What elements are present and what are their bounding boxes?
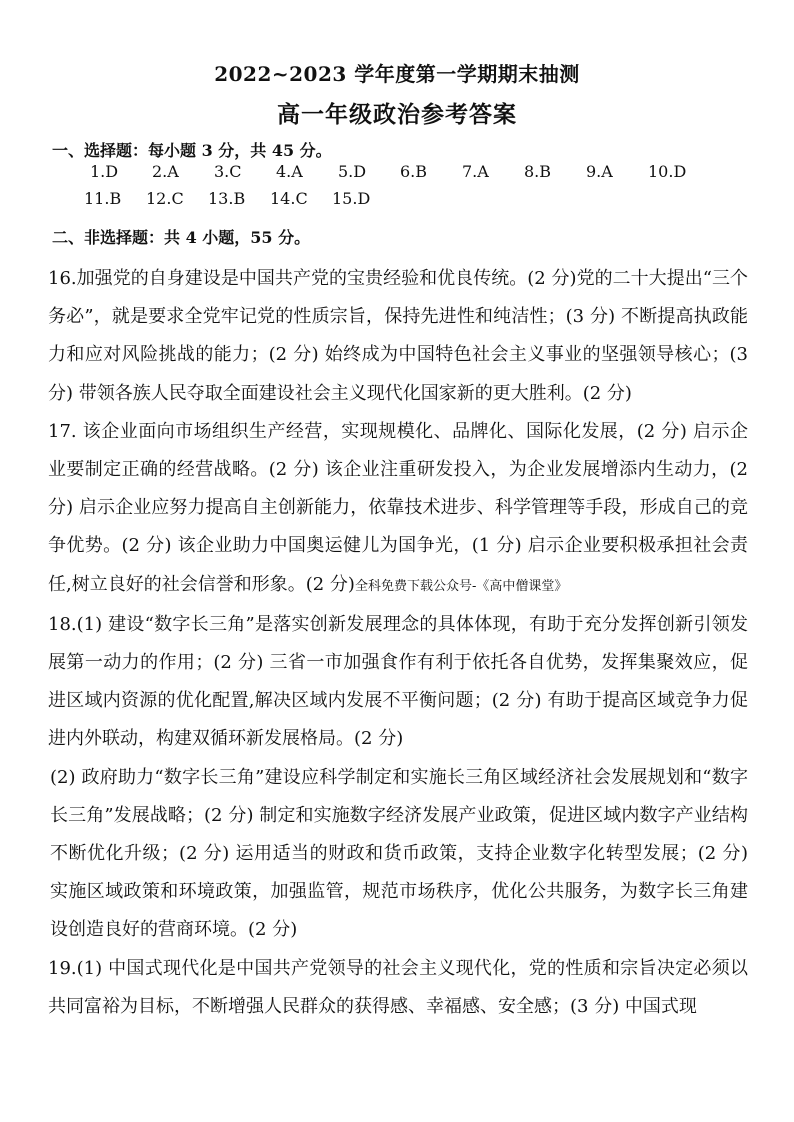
answer-item: 12.C (146, 189, 184, 208)
answer-item: 10.D (648, 162, 687, 181)
q16-answer: 16.加强党的自身建设是中国共产党的宝贵经验和优良传统。(2 分)党的二十大提出“三个务必”，就是要求全党牢记党的性质宗旨，保持先进性和纯洁性；(3 分) 不断提高执政能力和应对风险挑战的能力；(2 分) 始终成为中国特色社会主义事业的坚强领导核心；(3 分) 带领各族人民夺取全面建设社会主义现代化国家新的更大胜利。(2 分) (48, 268, 748, 404)
answer-item: 13.B (208, 189, 246, 208)
answer-item: 5.D (338, 162, 367, 181)
answer-item: 15.D (332, 189, 371, 208)
exam-title: 2022~2023 学年度第一学期期末抽测 (214, 62, 580, 86)
answer-item: 11.B (84, 189, 122, 208)
essay-answers (48, 260, 748, 1026)
answers-row-1 (90, 162, 770, 181)
answer-item: 6.B (400, 162, 428, 181)
q18-part1-answer: 18.(1) 建设“数字长三角”是落实创新发展理念的具体体现，有助于充分发挥创新引领发展第一动力的作用；(2 分) 三省一市加强食作有利于依托各自优势，发挥集聚效应，促进区域内资源的优化配置,解决区域内发展不平衡问题；(2 分) 有助于提高区域竞争力促进内外联动，构建双循环新发展格局。(2 分) (48, 613, 748, 750)
section-multiple-choice-heading: 一、选择题：每小题 3 分，共 45 分。 (52, 141, 332, 160)
answer-item: 9.A (586, 162, 613, 181)
answer-item: 14.C (270, 189, 308, 208)
q17-answer (48, 413, 748, 606)
q17-answer-text: 17. 该企业面向市场组织生产经营，实现规模化、品牌化、国际化发展，(2 分) 启示企业要制定正确的经营战略。(2 分) 该企业注重研发投入，为企业发展增添内生动力，(2 分) 启示企业应努力提高自主创新能力，依靠技术进步、科学管理等手段，形成自己的竞争优势。(2 分) 该企业助力中国奥运健儿为国争光，(1 分) 启示企业要积极承担社会责任,树立良好的社会信誉和形象。(2 分) (48, 420, 748, 595)
q18-part2-answer: (2) 政府助力“数字长三角”建设应科学制定和实施长三角区域经济社会发展规划和“数字长三角”发展战略；(2 分) 制定和实施数字经济发展产业政策，促进区域内数字产业结构不断优化升级；(2 分) 运用适当的财政和货币政策，支持企业数字化转型发展；(2 分) 实施区域政策和环境政策，加强监管，规范市场秩序，优化公共服务，为数字长三角建设创造良好的营商环境。(2 分) (50, 766, 748, 941)
answers-row-2 (84, 189, 764, 208)
answer-item: 1.D (90, 162, 119, 181)
q19-part1-answer: 19.(1) 中国式现代化是中国共产党领导的社会主义现代化，党的性质和宗旨决定必须以共同富裕为目标，不断增强人民群众的获得感、幸福感、安全感；(3 分) 中国式现 (48, 957, 748, 1017)
answer-item: 8.B (524, 162, 552, 181)
answer-item: 2.A (152, 162, 179, 181)
answer-item: 7.A (462, 162, 489, 181)
answer-item: 3.C (214, 162, 242, 181)
section-essay-heading: 二、非选择题：共 4 小题，55 分。 (52, 228, 311, 247)
promo-note: 全科免费下载公众号-《高中僧课堂》 (354, 578, 568, 594)
answer-key-title: 高一年级政治参考答案 (277, 101, 517, 128)
answer-item: 4.A (276, 162, 303, 181)
